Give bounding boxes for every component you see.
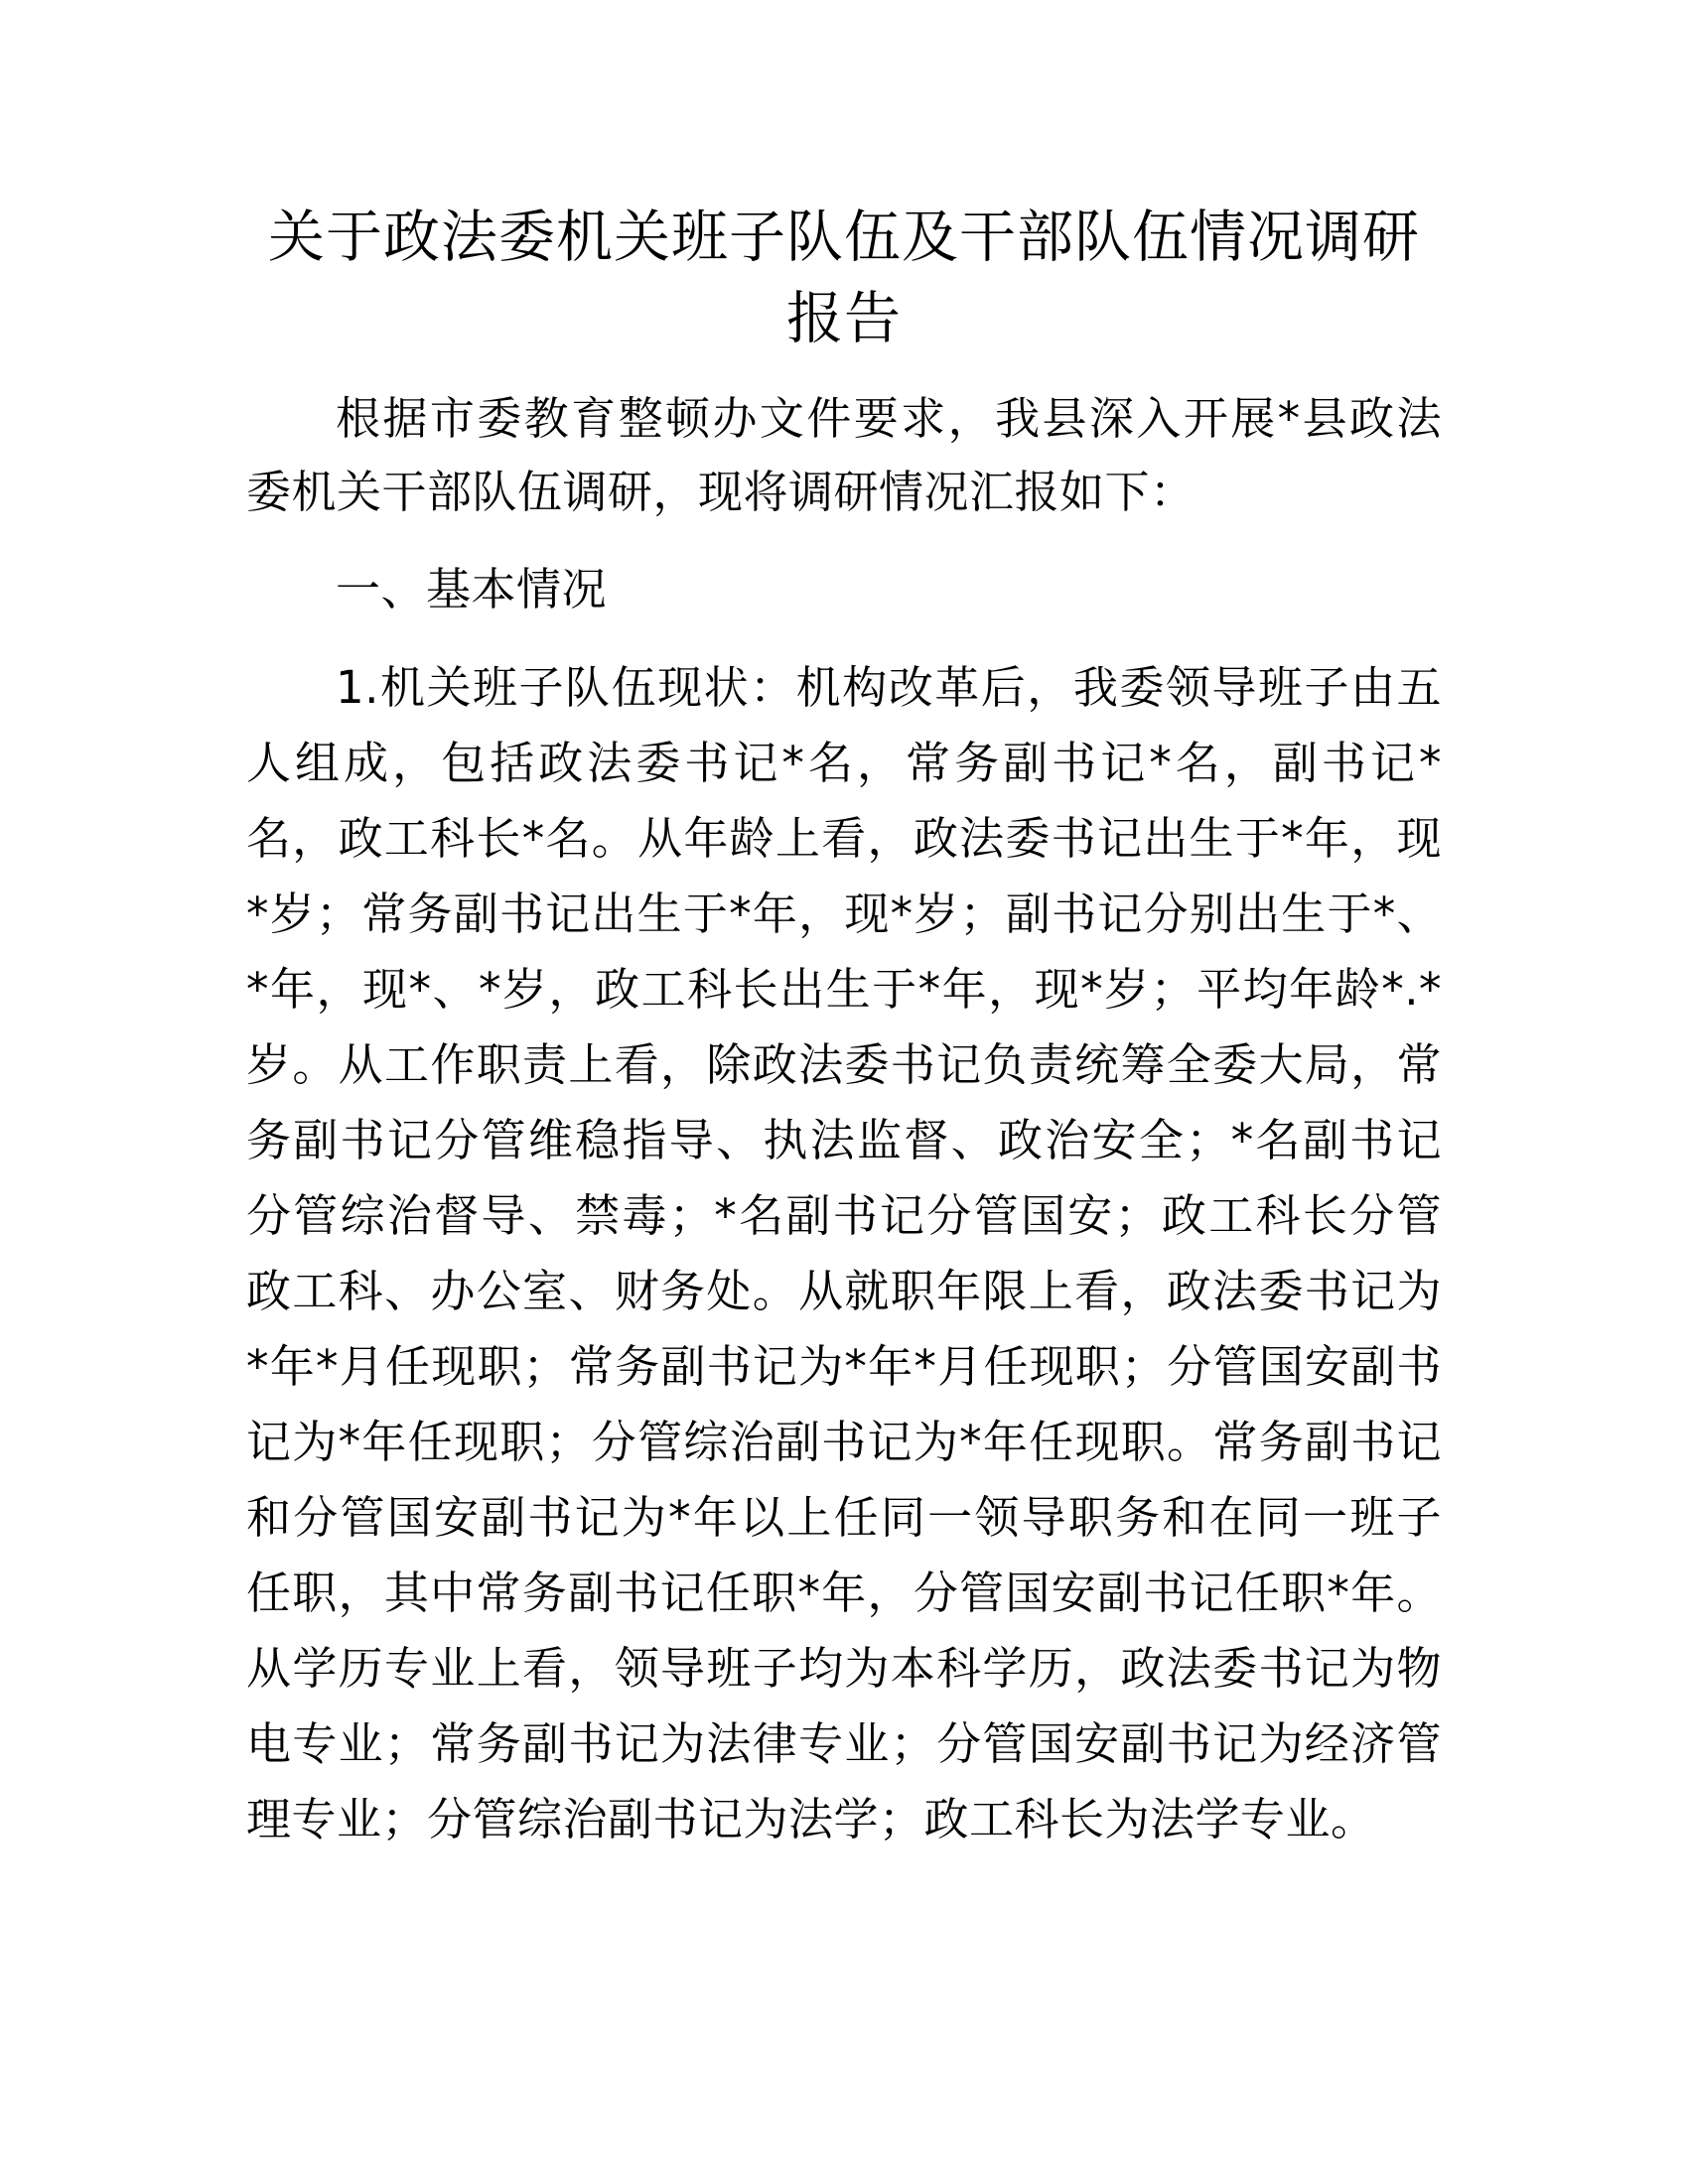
document-title [238, 197, 1450, 359]
intro-paragraph: 根据市委教育整顿办文件要求，我县深入开展*县政法委机关干部队伍调研，现将调研情况汇报如下： [246, 392, 1442, 518]
document-title-line-1: 关于政法委机关班子队伍及干部队伍情况调研 [268, 205, 1420, 270]
document-title-line-2: 报告 [786, 286, 902, 351]
section-heading: 一、基本情况 [336, 563, 608, 615]
body-paragraph-1: 1.机关班子队伍现状：机构改革后，我委领导班子由五人组成，包括政法委书记*名，常务副书记*名，副书记*名，政工科长*名。从年龄上看，政法委书记出生于*年，现*岁；常务副书记出生于*年，现*岁；副书记分别出生于*、*年，现*、*岁，政工科长出生于*年，现*岁；平均年龄*.*岁。从工作职责上看，除政法委书记负责统筹全委大局，常务副书记分管维稳指导、执法监督、政治安全；*名副书记分管综治督导、禁毒；*名副书记分管国安；政工科长分管政工科、办公室、财务处。从就职年限上看，政法委书记为*年*月任现职；常务副书记为*年*月任现职；分管国安副书记为*年任现职；分管综治副书记为*年任现职。常务副书记和分管国安副书记为*年以上任同一领导职务和在同一班子任职，其中常务副书记任职*年，分管国安副书记任职*年。从学历专业上看，领导班子均为本科学历，政法委书记为物电专业；常务副书记为法律专业；分管国安副书记为经济管理专业；分管综治副书记为法学；政工科长为法学专业。 [246, 661, 1442, 1845]
